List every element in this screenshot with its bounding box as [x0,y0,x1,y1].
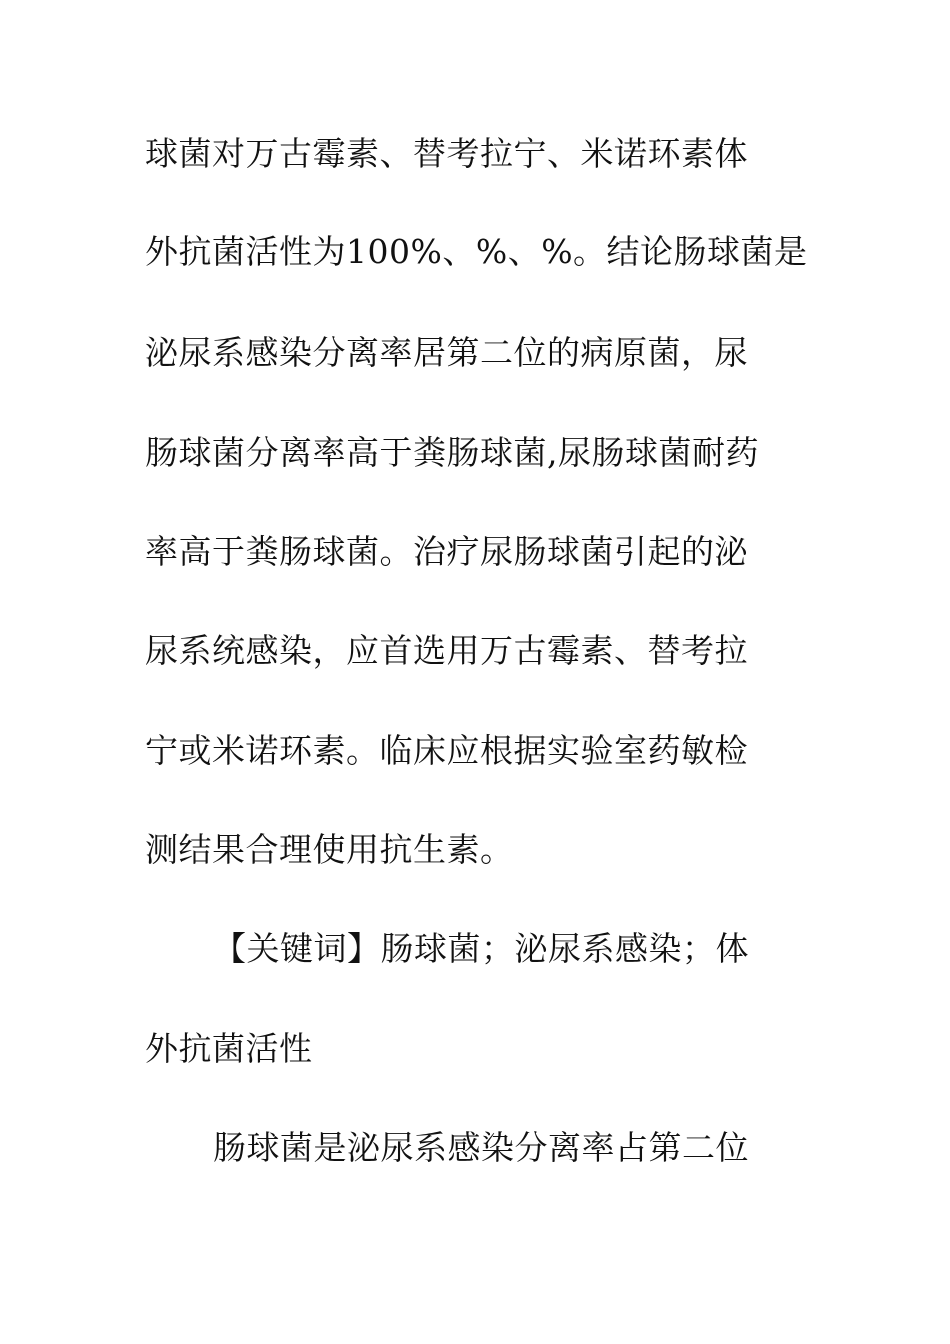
abstract-line-6: 尿系统感染，应首选用万古霉素、替考拉 [145,631,748,670]
body-paragraph-line-1: 肠球菌是泌尿系感染分离率占第二位 [213,1128,749,1167]
keywords-line-2: 外抗菌活性 [145,1029,313,1068]
abstract-line-5: 率高于粪肠球菌。治疗尿肠球菌引起的泌 [145,532,748,571]
abstract-line-8: 测结果合理使用抗生素。 [145,830,514,869]
abstract-line-1: 球菌对万古霉素、替考拉宁、米诺环素体 [145,134,748,173]
abstract-line-4: 肠球菌分离率高于粪肠球菌,尿肠球菌耐药 [145,433,759,472]
keywords-line-1: 【关键词】肠球菌；泌尿系感染；体 [213,929,749,968]
abstract-line-2: 外抗菌活性为100%、%、%。结论肠球菌是 [145,232,808,271]
abstract-line-7: 宁或米诺环素。临床应根据实验室药敏检 [145,731,748,770]
abstract-line-3: 泌尿系感染分离率居第二位的病原菌，尿 [145,333,748,372]
